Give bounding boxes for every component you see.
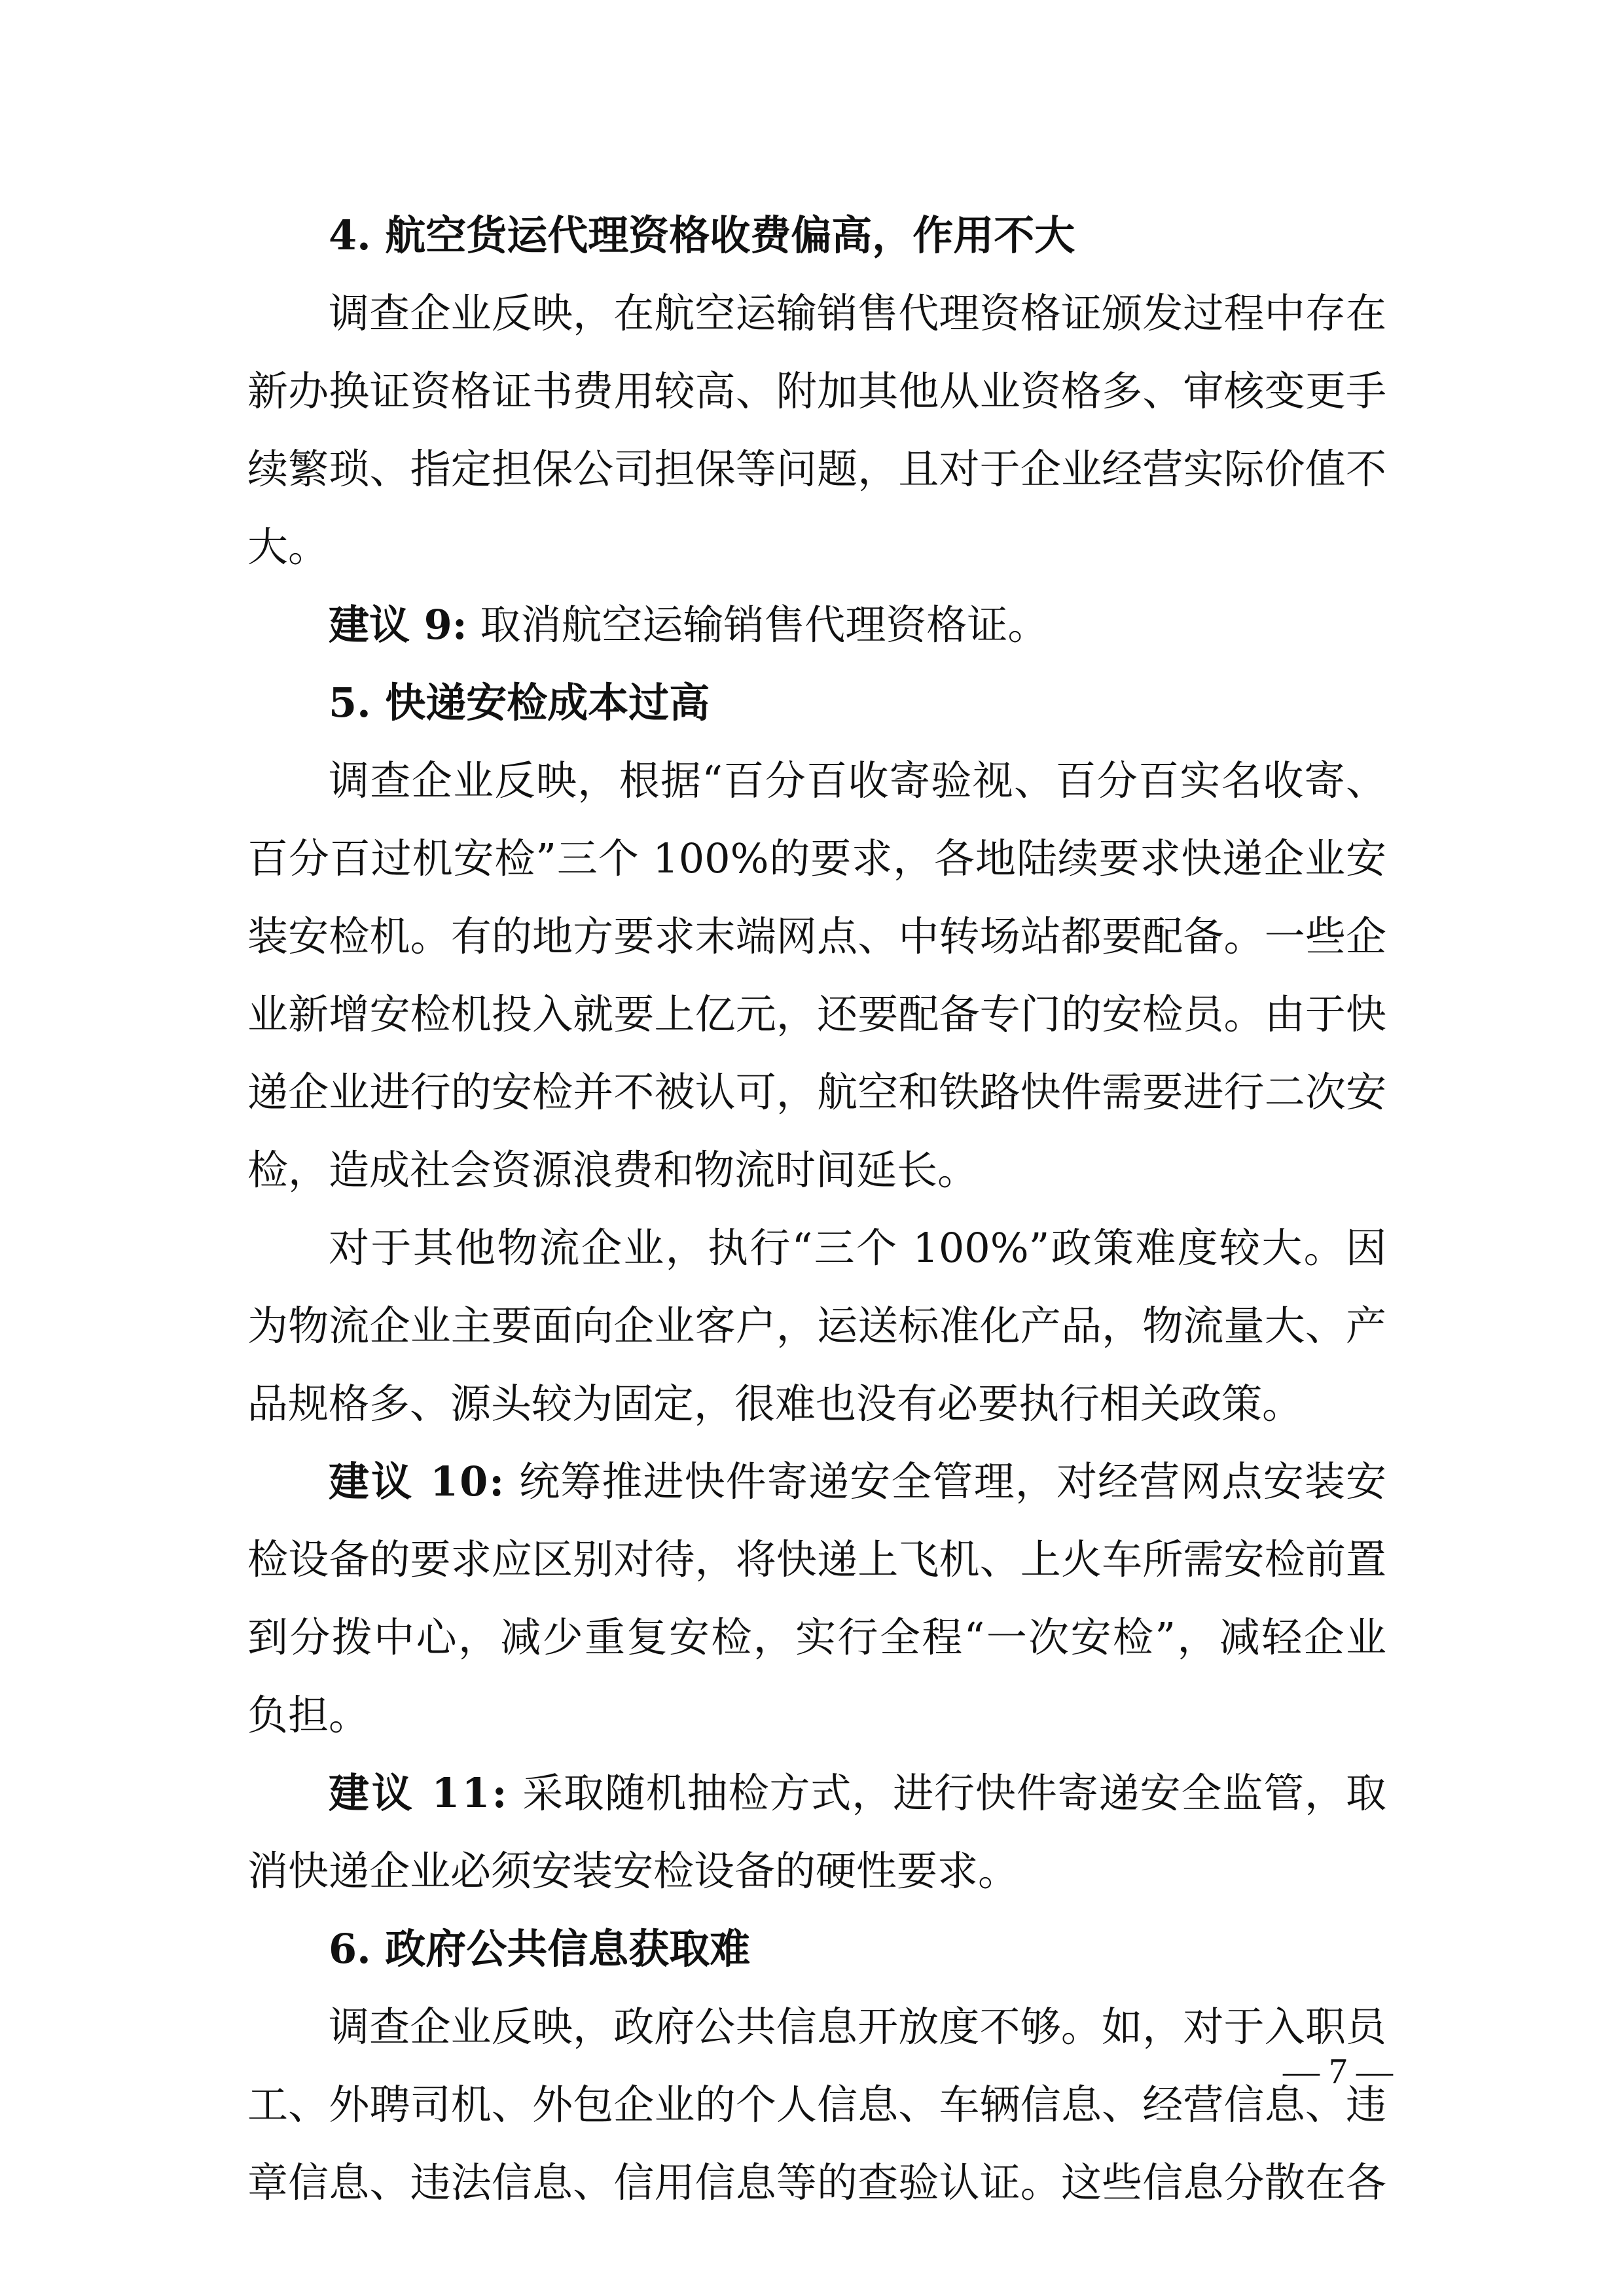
paragraph-line: 调查企业反映，在航空运输销售代理资格证颁发过程中存在 (329, 289, 1386, 337)
paragraph-line: 递企业进行的安检并不被认可，航空和铁路快件需要进行二次安 (247, 1068, 1386, 1116)
suggestion-11 (247, 1754, 1386, 1832)
paragraph-line: 新办换证资格证书费用较高、附加其他从业资格多、审核变更手 (247, 367, 1386, 415)
paragraph-line: 大。 (247, 523, 329, 571)
page-number: — 7 — (1283, 2051, 1393, 2092)
paragraph-line: 品规格多、源头较为固定，很难也没有必要执行相关政策。 (247, 1380, 1303, 1427)
section-heading-5: 5. 快递安检成本过高 (329, 679, 710, 726)
paragraph-line: 业新增安检机投入就要上亿元，还要配备专门的安检员。由于快 (247, 990, 1386, 1038)
paragraph-line: 负担。 (247, 1691, 370, 1739)
paragraph-line: 章信息、违法信息、信用信息等的查验认证。这些信息分散在各 (247, 2159, 1386, 2206)
paragraph-line: 调查企业反映，根据“百分百收寄验视、百分百实名收寄、 (329, 757, 1386, 804)
suggestion-text: 统筹推进快件寄递安全管理，对经营网点安装安 (519, 1458, 1386, 1505)
suggestion-label: 建议 10: (329, 1458, 506, 1505)
paragraph-line: 消快递企业必须安装安检设备的硬性要求。 (247, 1847, 1019, 1895)
document-page (247, 196, 1386, 2221)
section-heading-6: 6. 政府公共信息获取难 (329, 1925, 751, 1973)
section-heading-4: 4. 航空货运代理资格收费偏高，作用不大 (329, 211, 1075, 259)
paragraph-line: 续繁琐、指定担保公司担保等问题，且对于企业经营实际价值不 (247, 445, 1386, 493)
suggestion-9 (247, 586, 1386, 664)
suggestion-label: 建议 9: (329, 601, 467, 649)
paragraph-line: 对于其他物流企业，执行“三个 100%”政策难度较大。因 (329, 1224, 1386, 1272)
suggestion-10 (247, 1443, 1386, 1520)
paragraph-line: 检，造成社会资源浪费和物流时间延长。 (247, 1146, 979, 1194)
paragraph-line: 百分百过机安检”三个 100%的要求，各地陆续要求快递企业安 (247, 834, 1386, 882)
paragraph-line: 装安检机。有的地方要求末端网点、中转场站都要配备。一些企 (247, 912, 1386, 960)
paragraph-line: 工、外聘司机、外包企业的个人信息、车辆信息、经营信息、违 (247, 2081, 1386, 2128)
paragraph-line: 到分拨中心，减少重复安检，实行全程“一次安检”，减轻企业 (247, 1613, 1386, 1661)
suggestion-text: 采取随机抽检方式，进行快件寄递安全监管，取 (522, 1769, 1386, 1817)
paragraph-line: 调查企业反映，政府公共信息开放度不够。如，对于入职员 (329, 2003, 1386, 2051)
suggestion-text: 取消航空运输销售代理资格证。 (480, 601, 1049, 649)
paragraph-line: 检设备的要求应区别对待，将快递上飞机、上火车所需安检前置 (247, 1535, 1386, 1583)
paragraph-line: 为物流企业主要面向企业客户，运送标准化产品，物流量大、产 (247, 1302, 1386, 1350)
suggestion-label: 建议 11: (329, 1769, 509, 1817)
